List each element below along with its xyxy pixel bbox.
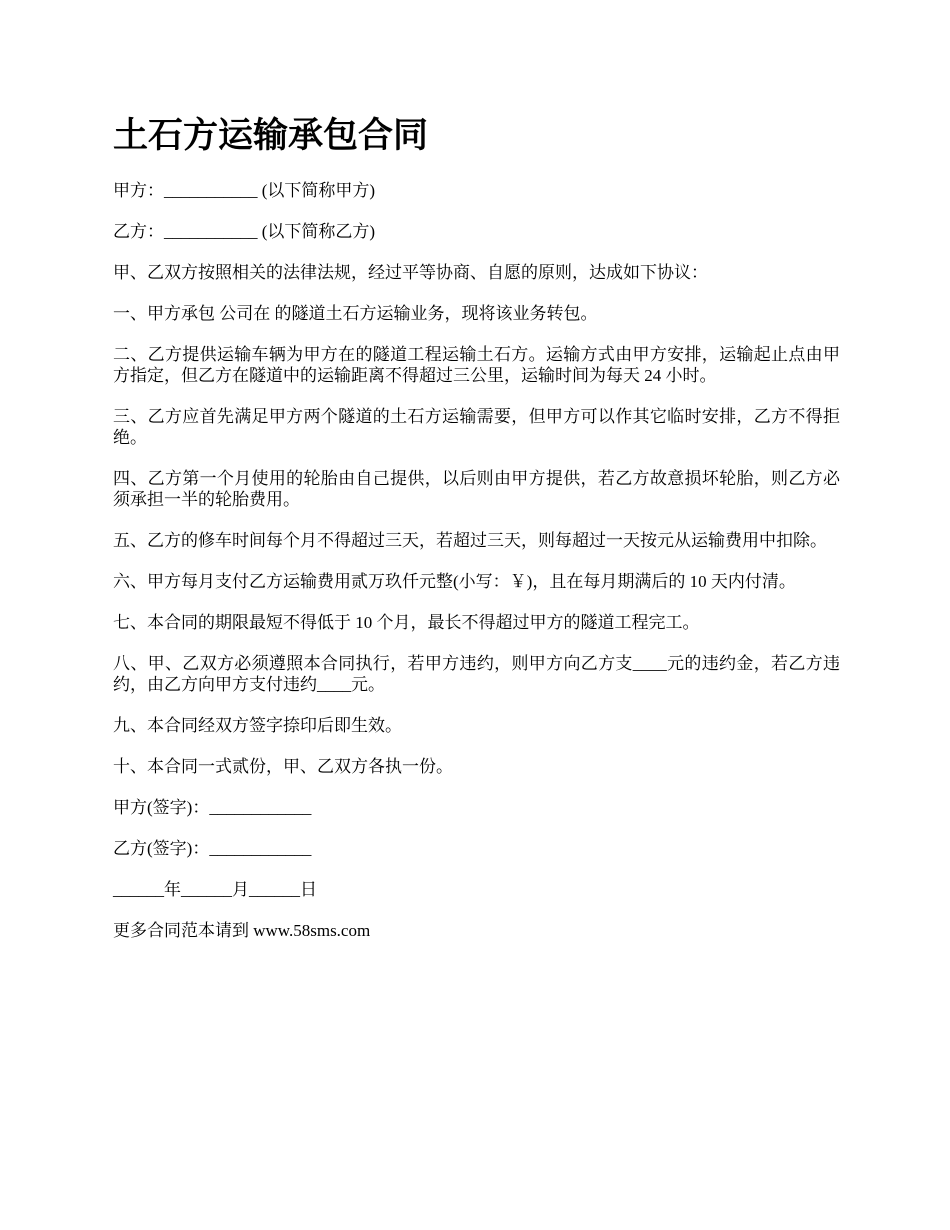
- preamble-paragraph: 甲、乙双方按照相关的法律法规，经过平等协商、自愿的原则，达成如下协议：: [113, 263, 708, 282]
- clause-9: 九、本合同经双方签字捺印后即生效。: [113, 716, 402, 735]
- clause-5: 五、乙方的修车时间每个月不得超过三天，若超过三天，则每超过一天按元从运输费用中扣除。: [113, 531, 827, 550]
- clause-7: 七、本合同的期限最短不得低于 10 个月，最长不得超过甲方的隧道工程完工。: [113, 613, 700, 632]
- document-title: 土石方运输承包合同: [113, 116, 429, 155]
- clause-2: 二、乙方提供运输车辆为甲方在的隧道工程运输土石方。运输方式由甲方安排，运输起止点由甲方指定，但乙方在隧道中的运输距离不得超过三公里，运输时间为每天 24 小时。: [113, 345, 840, 385]
- document-page: [113, 108, 840, 961]
- clause-3: 三、乙方应首先满足甲方两个隧道的土石方运输需要，但甲方可以作其它临时安排，乙方不得拒绝。: [113, 407, 840, 447]
- clause-10: 十、本合同一式贰份，甲、乙双方各执一份。: [113, 757, 453, 776]
- clause-4: 四、乙方第一个月使用的轮胎由自己提供，以后则由甲方提供，若乙方故意损坏轮胎，则乙方必须承担一半的轮胎费用。: [113, 469, 840, 509]
- clause-1: 一、甲方承包 公司在 的隧道土石方运输业务，现将该业务转包。: [113, 304, 598, 323]
- party-b-signature-line: 乙方(签字)：____________: [113, 839, 312, 858]
- party-b-line: 乙方：___________ (以下简称乙方): [113, 222, 376, 241]
- party-a-signature-line: 甲方(签字)：____________: [113, 798, 312, 817]
- footer-more-templates: 更多合同范本请到 www.58sms.com: [113, 921, 371, 940]
- date-line: ______年______月______日: [113, 880, 317, 899]
- party-a-line: 甲方：___________ (以下简称甲方): [113, 181, 376, 200]
- clause-8: 八、甲、乙双方必须遵照本合同执行，若甲方违约，则甲方向乙方支____元的违约金，若乙方违约，由乙方向甲方支付违约____元。: [113, 654, 840, 694]
- clause-6: 六、甲方每月支付乙方运输费用贰万玖仟元整(小写：￥)，且在每月期满后的 10 天内付清。: [113, 572, 796, 591]
